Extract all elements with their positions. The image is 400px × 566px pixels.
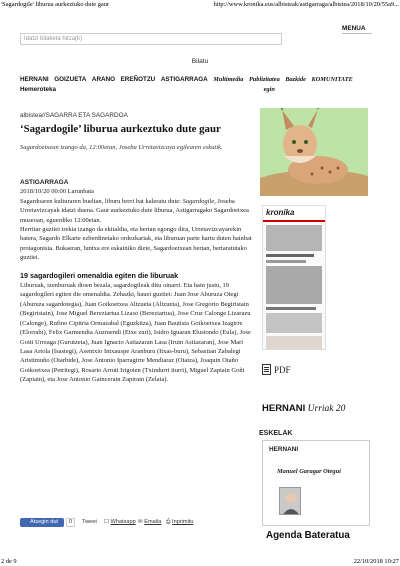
facebook-like-button[interactable] (20, 518, 72, 527)
article-subheading: 19 sagardogileri omenaldia egiten die liburuak (20, 270, 179, 280)
print-icon: ⎙ (166, 519, 171, 525)
nav-item-arano[interactable]: ARANO (91, 76, 116, 83)
nav-item-komunitate[interactable]: KOMUNITATE (311, 76, 353, 83)
issue-town: HERNANI (262, 403, 306, 414)
eskela-name: Manuel Garagar Otegui (277, 468, 341, 475)
issue-date-label[interactable] (262, 403, 345, 414)
nav-item-astigarraga[interactable]: ASTIGARRAGA (160, 76, 208, 83)
kronika-cover-thumbnail[interactable] (262, 205, 326, 350)
article-paragraph: Herritar guztiei irekia izango da ekitaldia, eta bertan egongo dira, Urretavizcayarekin batera, Sagardo Elkarte ezberdinetako ordezkariak, eta liburuan parte hartu duten hainbat protagonista. Bukaeran, luntxa ere eskainiko diete, Sagardoetxean bertan, bertaratutako guztiei. (20, 226, 252, 262)
print-label: Inprimitu (172, 519, 194, 525)
p1-after: , Joseba Urretavizcayak idatzi duena. Gaur aurkeztuko dute liburua, Astigarragako Sagardoetxea museoan, eguerdiko 12:00etan. (20, 197, 249, 224)
kronika-rule (263, 220, 325, 222)
whatsapp-button[interactable] (104, 519, 136, 525)
book-title-italic: Sagardogile (182, 197, 215, 205)
menu-button[interactable]: MENUA (342, 25, 366, 32)
cover-photo-2 (266, 266, 322, 304)
whatsapp-icon: ☐ (104, 519, 110, 525)
article-paragraph: Liburuak, izenburuak dioen bezala, sagardogileak ditu oinarri. Eta hain justu, 19 sagardogileri egiten die omenaldia. Zehazki, hauei guztiei: Juan Jose Aburuza Otegi (Aburuza sagardotegia), Juan Goikoetxea Altzueta (Altzueta), Jose Gregorio Begiristain (Begiristain), Jose Miguel Bereziartua Lizaso (Bereziartua), Jose Cruz Calonge Lizarazu (Calonge), Rufino Cipitria Ormazabal (Eguzkitza), Juan Bautista Goikoetxea Izagirre (Elorrabi), Felix Garmendia Auzmendi (Etxe zuri), Isidro Iguaran Elustondo (Eula), Jose Goiti Urreaga (Gurutzeta), Juan Ignacio Astiazaran Lasa (Iruin Astiazaran), Jose Mari Lasa Artola (Isastegi), Asentxio Intxauspe Aranburu (Itxas-buru), Sebastian Zabalegi Aristimuño (Oiarbide), Jose Antonio Iparragirre Mendiaraz (Otatza), Joaquin Otaño Goikoetxea (Petritegi), Rosario Arruti Irigoien (Txindurri iturri), Miguel Zapiain Goñi (Zapiain), eta Jose Antonio Gaincerain Zapirain (Zelaia). (20, 282, 251, 384)
whatsapp-label: Whatsapp (110, 519, 136, 525)
print-header (0, 0, 400, 10)
print-timestamp: 22/10/2018 10:27 (353, 558, 399, 565)
cover-headline (266, 307, 316, 310)
eskelak-heading: ESKELAK (259, 430, 293, 437)
article-location: ASTIGARRAGA (20, 179, 69, 186)
nav-item-erenotzu[interactable]: EREÑOTZU (120, 76, 156, 83)
cover-ad (266, 336, 322, 350)
lynx-illustration[interactable] (260, 108, 368, 196)
main-nav (20, 75, 390, 95)
person-icon (280, 488, 301, 515)
cover-headline (266, 260, 306, 263)
email-label: Emaila (144, 519, 162, 525)
eskela-photo (279, 487, 301, 515)
facebook-like-label: Atsegin dut (30, 519, 58, 525)
nav-item-egin[interactable]: egin (263, 86, 275, 93)
agenda-bateratua-link[interactable]: Agenda Bateratua (266, 530, 350, 541)
pdf-link[interactable] (262, 364, 291, 375)
kronika-logo: kronika (263, 206, 325, 220)
pdf-icon (262, 364, 271, 375)
email-icon: ✉ (138, 519, 143, 525)
article-subtitle: Sagardoetxean izango da, 12:00etan, Joseba Urretavizcaya egilearen eskutik. (20, 144, 223, 151)
article-body (20, 178, 255, 385)
print-button[interactable] (166, 519, 194, 526)
pdf-label: PDF (274, 365, 291, 375)
tweet-button[interactable]: Tweet (82, 519, 97, 525)
print-header-title: 'Sagardogile' liburua aurkeztuko dute gaur (1, 1, 110, 8)
lynx-icon (260, 108, 368, 196)
search-input[interactable]: Idatzi bilaketa hitza(k) (20, 33, 282, 45)
p1-before: Sagardoaren kulturaren bueltan, liburu berri bat kaleratu dute: (20, 197, 183, 205)
article-title: ‘Sagardogile’ liburua aurkeztuko dute gaur (20, 123, 221, 135)
cover-headline (266, 254, 314, 257)
facebook-like-count: 0 (66, 518, 75, 527)
nav-item-hemeroteka[interactable]: Hemeroteka (20, 86, 57, 93)
article-date: 2018/10/20 00:00 Larunbata (20, 188, 95, 196)
search-button[interactable]: Bilatu (191, 58, 209, 65)
issue-date: Urriak 20 (307, 404, 346, 414)
print-page-number: 2 de 9 (1, 558, 17, 565)
eskela-town: HERNANI (269, 446, 299, 453)
breadcrumb[interactable]: albistea//SAGARRA ETA SAGARDOA (20, 112, 128, 119)
email-button[interactable] (138, 519, 161, 525)
menu-underline (342, 33, 372, 34)
nav-item-bazkide[interactable]: Bazkide (285, 76, 306, 83)
print-footer (0, 556, 400, 566)
print-header-url: http://www.kronika.eus/albisteak/astigarraga/albistea/2018/10/20/55a9... (213, 1, 399, 8)
nav-item-hernani[interactable]: HERNANI (20, 76, 49, 83)
article-paragraph (20, 197, 255, 225)
nav-item-goizueta[interactable]: GOIZUETA (54, 76, 87, 83)
cover-photo-3 (266, 313, 322, 333)
eskela-card[interactable] (262, 440, 370, 526)
cover-photo-1 (266, 225, 322, 251)
nav-item-publizitatea[interactable]: Publizitatea (248, 76, 280, 83)
nav-item-multimedia[interactable]: Multimedia (213, 76, 244, 83)
